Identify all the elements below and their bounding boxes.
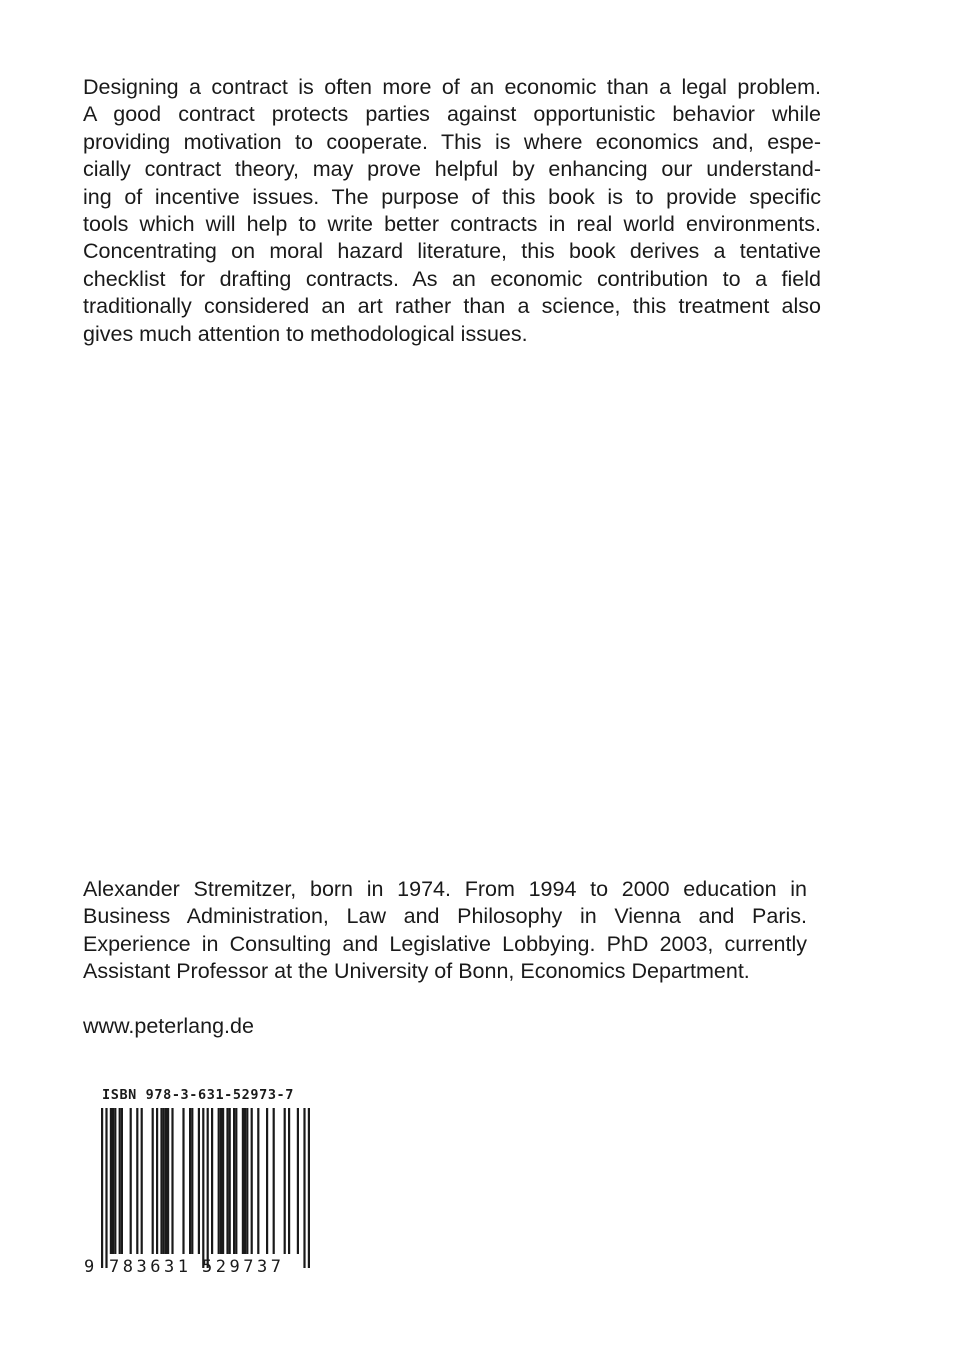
description-line: checklist for drafting contracts. As an economic contribution to a field: [83, 266, 821, 291]
barcode-bar: [163, 1108, 165, 1254]
book-description: [83, 74, 821, 348]
barcode-bar: [112, 1108, 114, 1254]
barcode-bar: [189, 1108, 191, 1254]
barcode-bar: [222, 1108, 224, 1254]
barcode-bar: [266, 1108, 268, 1254]
author-bio: [83, 876, 807, 986]
barcode-bar: [136, 1108, 138, 1254]
barcode-bar: [141, 1108, 143, 1254]
description-line: traditionally considered an art rather than a science, this treatment also: [83, 294, 821, 319]
barcode-bar: [229, 1108, 231, 1254]
barcode-bar: [235, 1108, 237, 1254]
barcode-bar: [308, 1108, 310, 1268]
barcode-bar: [246, 1108, 248, 1254]
barcode-bar: [257, 1108, 259, 1254]
bio-line: Experience in Consulting and Legislative Lobbying. PhD 2003, currently: [83, 931, 807, 956]
barcode-bar: [152, 1108, 154, 1254]
barcode-bar: [121, 1108, 123, 1254]
bio-line: Business Administration, Law and Philosophy in Vienna and Paris.: [83, 904, 807, 929]
barcode-bar: [288, 1108, 290, 1254]
bio-line: Alexander Stremitzer, born in 1974. From 1994 to 2000 education in: [83, 877, 807, 901]
barcode-bar: [114, 1108, 116, 1254]
description-line: providing motivation to cooperate. This is where economics and, espe-: [83, 129, 821, 154]
barcode-bar: [160, 1108, 162, 1254]
barcode-bar: [202, 1108, 204, 1268]
isbn-label: ISBN 978-3-631-52973-7: [102, 1087, 295, 1103]
barcode-bar: [207, 1108, 209, 1268]
barcode-icon: [84, 1108, 314, 1276]
description-line: ing of incentive issues. The purpose of this book is to provide specific: [83, 184, 821, 209]
description-line: cially contract theory, may prove helpful by enhancing our understand-: [83, 157, 821, 182]
barcode-bar: [165, 1108, 167, 1254]
barcode-bar: [119, 1108, 121, 1254]
barcode-bar: [130, 1108, 132, 1254]
barcode-bar: [105, 1108, 107, 1268]
barcode-right-digits: 529737: [202, 1257, 281, 1276]
barcode-bar: [273, 1108, 275, 1254]
barcode-left-digits: 783631: [109, 1257, 188, 1276]
bio-line: Assistant Professor at the University of Bonn, Economics Department.: [83, 959, 750, 984]
barcode-bar: [244, 1108, 246, 1254]
barcode-bar: [284, 1108, 286, 1254]
publisher-website: www.peterlang.de: [83, 1014, 254, 1038]
barcode-bar: [220, 1108, 222, 1254]
description-line: A good contract protects parties against opportunistic behavior while: [83, 102, 821, 127]
barcode-bar: [110, 1108, 112, 1254]
barcode-bar: [156, 1108, 158, 1254]
description-line: Designing a contract is often more of an economic than a legal problem.: [83, 75, 821, 99]
barcode-bar: [233, 1108, 235, 1254]
barcode-bar: [242, 1108, 244, 1254]
description-line: gives much attention to methodological issues.: [83, 321, 528, 346]
barcode-bar: [191, 1108, 193, 1254]
barcode-bar: [226, 1108, 228, 1254]
barcode-bar: [171, 1108, 173, 1254]
barcode-bar: [303, 1108, 305, 1268]
barcode-bar: [251, 1108, 253, 1254]
barcode-bar: [101, 1108, 103, 1268]
barcode-bar: [198, 1108, 200, 1254]
barcode-bar: [182, 1108, 184, 1254]
barcode-bar: [211, 1108, 213, 1254]
barcode-bar: [297, 1108, 299, 1254]
isbn-barcode-block: [84, 1086, 314, 1276]
barcode-first-digit: 9: [84, 1257, 95, 1276]
description-line: tools which will help to write better contracts in real world environments.: [83, 212, 821, 237]
barcode-bar: [167, 1108, 169, 1254]
barcode-bar: [218, 1108, 220, 1254]
description-line: Concentrating on moral hazard literature, this book derives a tentative: [83, 239, 821, 264]
